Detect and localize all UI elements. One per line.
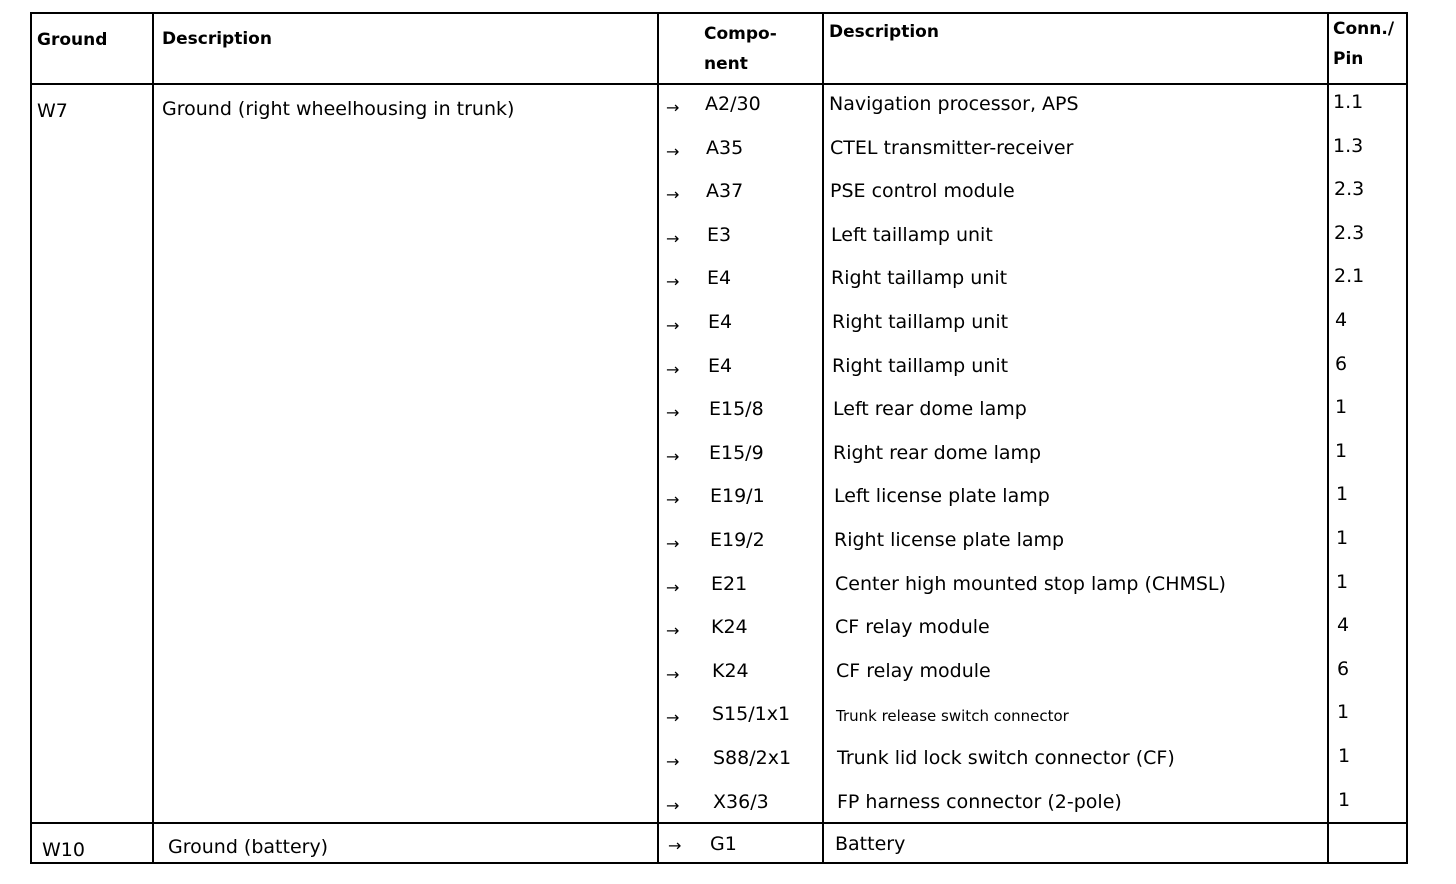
component-description: Trunk release switch connector bbox=[836, 707, 1069, 725]
header-component-description: Description bbox=[829, 22, 939, 42]
component-description: Left taillamp unit bbox=[831, 224, 993, 246]
connector-pin: 2.3 bbox=[1334, 222, 1365, 244]
component-description: PSE control module bbox=[830, 180, 1015, 202]
column-divider-ground bbox=[152, 12, 154, 864]
connector-pin: 4 bbox=[1337, 614, 1350, 636]
component-id: E19/1 bbox=[710, 485, 765, 507]
ground-distribution-table bbox=[30, 12, 1408, 864]
arrow-icon: → bbox=[666, 578, 680, 597]
connector-pin: 6 bbox=[1335, 353, 1348, 375]
component-id: A37 bbox=[706, 180, 744, 202]
column-divider-pin bbox=[1327, 12, 1329, 864]
component-description: CF relay module bbox=[835, 616, 990, 638]
component-id: G1 bbox=[710, 833, 737, 855]
connector-pin: 1 bbox=[1335, 440, 1348, 462]
table-top-border bbox=[30, 12, 1408, 14]
arrow-icon: → bbox=[666, 272, 680, 291]
component-id: E4 bbox=[707, 267, 732, 289]
column-divider-description bbox=[657, 12, 659, 864]
component-id: A35 bbox=[706, 137, 744, 159]
component-description: Left license plate lamp bbox=[834, 485, 1050, 507]
connector-pin: 1 bbox=[1337, 701, 1350, 723]
component-id: K24 bbox=[712, 660, 749, 682]
component-description: Center high mounted stop lamp (CHMSL) bbox=[835, 573, 1226, 595]
component-description: Navigation processor, APS bbox=[829, 93, 1079, 115]
connector-pin: 1 bbox=[1336, 527, 1349, 549]
component-id: A2/30 bbox=[705, 93, 761, 115]
connector-pin: 1.3 bbox=[1333, 135, 1364, 157]
component-id: E21 bbox=[711, 573, 748, 595]
arrow-icon: → bbox=[666, 98, 680, 117]
component-id: E3 bbox=[707, 224, 732, 246]
header-pin-line1: Conn./ bbox=[1333, 19, 1395, 39]
component-id: E19/2 bbox=[710, 529, 765, 551]
ground-description: Ground (right wheelhousing in trunk) bbox=[162, 98, 515, 120]
ground-id: W10 bbox=[42, 839, 85, 861]
arrow-icon: → bbox=[666, 534, 680, 553]
ground-description: Ground (battery) bbox=[168, 836, 329, 858]
connector-pin: 1 bbox=[1338, 745, 1351, 767]
arrow-icon: → bbox=[666, 665, 680, 684]
connector-pin: 1 bbox=[1335, 396, 1348, 418]
arrow-icon: → bbox=[666, 403, 680, 422]
arrow-icon: → bbox=[666, 490, 680, 509]
header-component-line2: nent bbox=[704, 54, 748, 74]
arrow-icon: → bbox=[666, 447, 680, 466]
header-bottom-border bbox=[30, 83, 1408, 85]
arrow-icon: → bbox=[666, 142, 680, 161]
arrow-icon: → bbox=[666, 316, 680, 335]
component-id: X36/3 bbox=[713, 791, 769, 813]
connector-pin: 2.1 bbox=[1334, 265, 1365, 287]
connector-pin: 1 bbox=[1336, 483, 1349, 505]
component-description: CTEL transmitter-receiver bbox=[830, 137, 1074, 159]
arrow-icon: → bbox=[666, 360, 680, 379]
table-bottom-border bbox=[30, 862, 1408, 864]
component-id: K24 bbox=[711, 616, 748, 638]
arrow-icon: → bbox=[666, 185, 680, 204]
column-divider-component bbox=[822, 12, 824, 864]
arrow-icon: → bbox=[666, 229, 680, 248]
table-right-border bbox=[1406, 12, 1408, 864]
component-id: E4 bbox=[708, 355, 733, 377]
connector-pin: 1.1 bbox=[1333, 91, 1364, 113]
component-id: S15/1x1 bbox=[712, 703, 791, 725]
connector-pin: 1 bbox=[1338, 789, 1351, 811]
component-description: Right taillamp unit bbox=[832, 311, 1009, 333]
component-description: FP harness connector (2-pole) bbox=[837, 791, 1122, 813]
header-ground: Ground bbox=[37, 30, 108, 50]
ground-id: W7 bbox=[37, 100, 68, 122]
connector-pin: 1 bbox=[1336, 571, 1349, 593]
connector-pin: 6 bbox=[1337, 658, 1350, 680]
component-description: CF relay module bbox=[836, 660, 991, 682]
component-id: S88/2x1 bbox=[713, 747, 792, 769]
component-id: E15/8 bbox=[709, 398, 764, 420]
arrow-icon: → bbox=[668, 836, 682, 855]
arrow-icon: → bbox=[666, 708, 680, 727]
connector-pin: 4 bbox=[1335, 309, 1348, 331]
component-description: Right rear dome lamp bbox=[833, 442, 1042, 464]
component-description: Right taillamp unit bbox=[831, 267, 1008, 289]
connector-pin: 2.3 bbox=[1334, 178, 1365, 200]
component-description: Trunk lid lock switch connector (CF) bbox=[837, 747, 1175, 769]
arrow-icon: → bbox=[666, 752, 680, 771]
group-divider-line bbox=[30, 822, 1408, 824]
component-id: E4 bbox=[708, 311, 733, 333]
component-description: Battery bbox=[835, 833, 906, 855]
component-id: E15/9 bbox=[709, 442, 764, 464]
component-description: Left rear dome lamp bbox=[833, 398, 1027, 420]
arrow-icon: → bbox=[666, 796, 680, 815]
table-left-border bbox=[30, 12, 32, 864]
header-component-line1: Compo- bbox=[704, 24, 777, 44]
header-description: Description bbox=[162, 29, 272, 49]
component-description: Right license plate lamp bbox=[834, 529, 1065, 551]
header-pin-line2: Pin bbox=[1333, 49, 1364, 69]
component-description: Right taillamp unit bbox=[832, 355, 1009, 377]
arrow-icon: → bbox=[666, 621, 680, 640]
